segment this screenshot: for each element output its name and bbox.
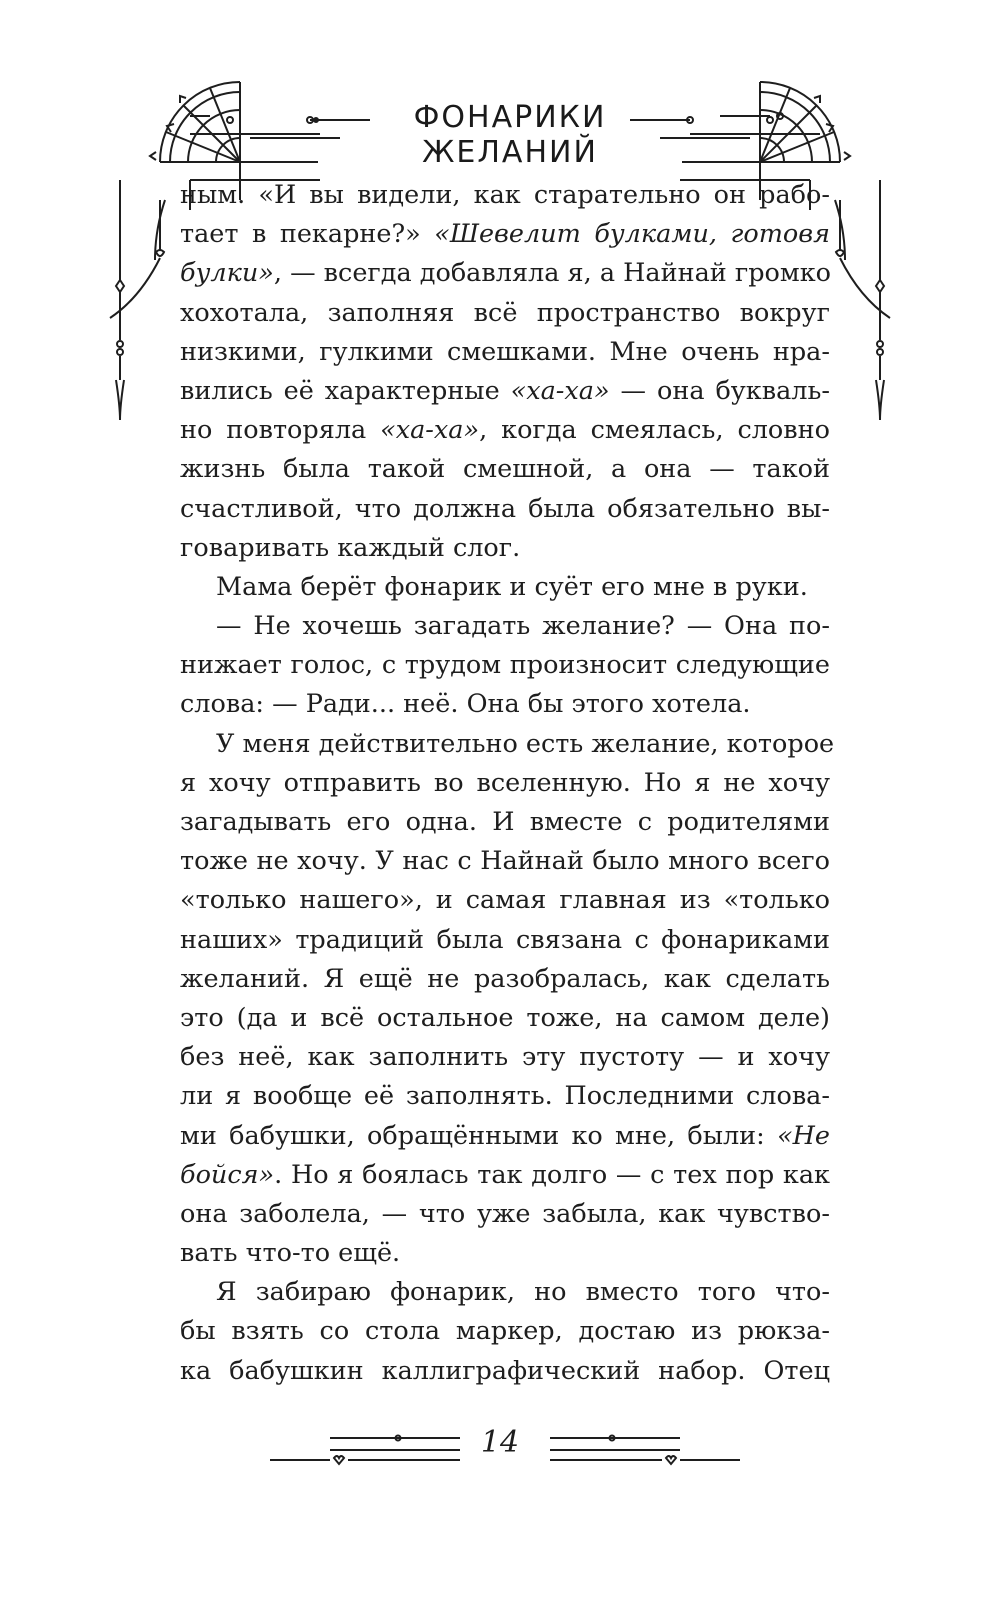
text-run: я хочу отправить во вселенную. Но я не хочу <box>180 767 830 798</box>
text-run: , — всегда добавляла я, а Найнай громко <box>273 258 832 289</box>
paragraph <box>180 725 835 1274</box>
footer-ornament-right-icon <box>540 1432 740 1472</box>
text-run: нижает голос, с трудом произносит следующие <box>180 650 830 681</box>
text-line <box>180 999 830 1038</box>
text-line <box>180 1038 830 1077</box>
text-line <box>180 921 830 960</box>
text-line <box>180 960 830 999</box>
body-text <box>180 176 835 1391</box>
text-line <box>180 1352 830 1391</box>
text-line <box>180 333 830 372</box>
text-line <box>180 294 830 333</box>
text-line <box>180 176 830 215</box>
italic-run: «Не <box>777 1120 830 1151</box>
text-run: — Не хочешь загадать желание? — Она по- <box>216 611 830 642</box>
text-line <box>180 803 830 842</box>
text-line <box>180 1312 830 1351</box>
text-run: ли я вообще её заполнять. Последними слова- <box>180 1081 830 1112</box>
text-line <box>180 764 830 803</box>
running-title: ФОНАРИКИ ЖЕЛАНИЙ <box>413 100 607 170</box>
text-run: говаривать каждый слог. <box>180 532 521 563</box>
text-line <box>180 254 830 293</box>
header-rule-left <box>190 110 340 140</box>
text-line <box>180 568 830 607</box>
text-run: вились её характерные <box>180 375 511 406</box>
text-run: У меня действительно есть желание, которое <box>216 728 835 759</box>
text-run: ми бабушки, обращёнными ко мне, были: <box>180 1120 778 1151</box>
text-run: низкими, гулкими смешками. Мне очень нра- <box>180 336 830 367</box>
text-line <box>180 881 830 920</box>
text-line <box>180 685 830 724</box>
italic-run: «ха-ха» <box>510 375 610 406</box>
text-run: желаний. Я ещё не разобралась, как сделать <box>180 963 830 994</box>
text-run: — она букваль- <box>609 375 830 406</box>
italic-run: «Шевелит булками, готовя <box>434 219 831 250</box>
header-rule-right <box>690 110 840 140</box>
text-line <box>180 450 830 489</box>
text-line <box>180 1156 830 1195</box>
paragraph <box>180 607 830 725</box>
text-line <box>180 607 830 646</box>
text-line <box>180 529 830 568</box>
text-line <box>180 372 830 411</box>
footer-ornament-left-icon <box>270 1432 470 1472</box>
paragraph <box>180 1273 830 1391</box>
paragraph <box>180 568 830 607</box>
text-line <box>180 411 830 450</box>
text-run: бы взять со стола маркер, достаю из рюкза- <box>180 1316 830 1347</box>
page-number: 14 <box>480 1425 520 1460</box>
text-run: ка бабушкин каллиграфический набор. Отец <box>180 1355 830 1386</box>
text-run: . Но я боялась так долго — с тех пор как <box>274 1159 830 1190</box>
text-line <box>180 1077 830 1116</box>
text-run: ным. «И вы видели, как старательно он рабо- <box>180 180 830 210</box>
text-run: «только нашего», и самая главная из «только <box>180 885 830 916</box>
text-line <box>180 646 830 685</box>
text-line <box>180 1195 830 1234</box>
text-line <box>180 842 830 881</box>
italic-run: булки» <box>180 258 274 289</box>
text-run: , когда смеялась, словно <box>479 415 830 446</box>
text-line <box>180 215 830 254</box>
text-run: слова: — Ради... неё. Она бы этого хотела. <box>180 689 751 720</box>
paragraph <box>180 176 830 568</box>
text-run: Мама берёт фонарик и суёт его мне в руки. <box>216 571 808 602</box>
text-run: счастливой, что должна была обязательно вы- <box>180 493 830 524</box>
text-run: наших» традиций была связана с фонариками <box>180 924 830 955</box>
text-line <box>180 1273 830 1312</box>
text-run: жизнь была такой смешной, а она — такой <box>180 454 830 485</box>
text-run: без неё, как заполнить эту пустоту — и хочу <box>180 1042 830 1073</box>
text-run: Я забираю фонарик, но вместо того что- <box>216 1277 830 1308</box>
text-line <box>180 725 835 764</box>
text-run: тоже не хочу. У нас с Найнай было много всего <box>180 846 830 877</box>
text-run: хохотала, заполняя всё пространство вокруг <box>180 297 830 328</box>
italic-run: «ха-ха» <box>380 415 480 446</box>
text-line <box>180 1234 830 1273</box>
text-line <box>180 1117 830 1156</box>
text-run: вать что-то ещё. <box>180 1238 401 1269</box>
text-line <box>180 490 830 529</box>
italic-run: бойся» <box>180 1159 275 1190</box>
text-run: но повторяла <box>180 415 381 446</box>
text-run: тает в пекарне?» <box>180 219 435 250</box>
text-run: загадывать его одна. И вместе с родителями <box>180 807 830 837</box>
text-run: она заболела, — что уже забыла, как чувство- <box>180 1198 830 1229</box>
text-run: это (да и всё остальное тоже, на самом деле) <box>180 1002 830 1033</box>
